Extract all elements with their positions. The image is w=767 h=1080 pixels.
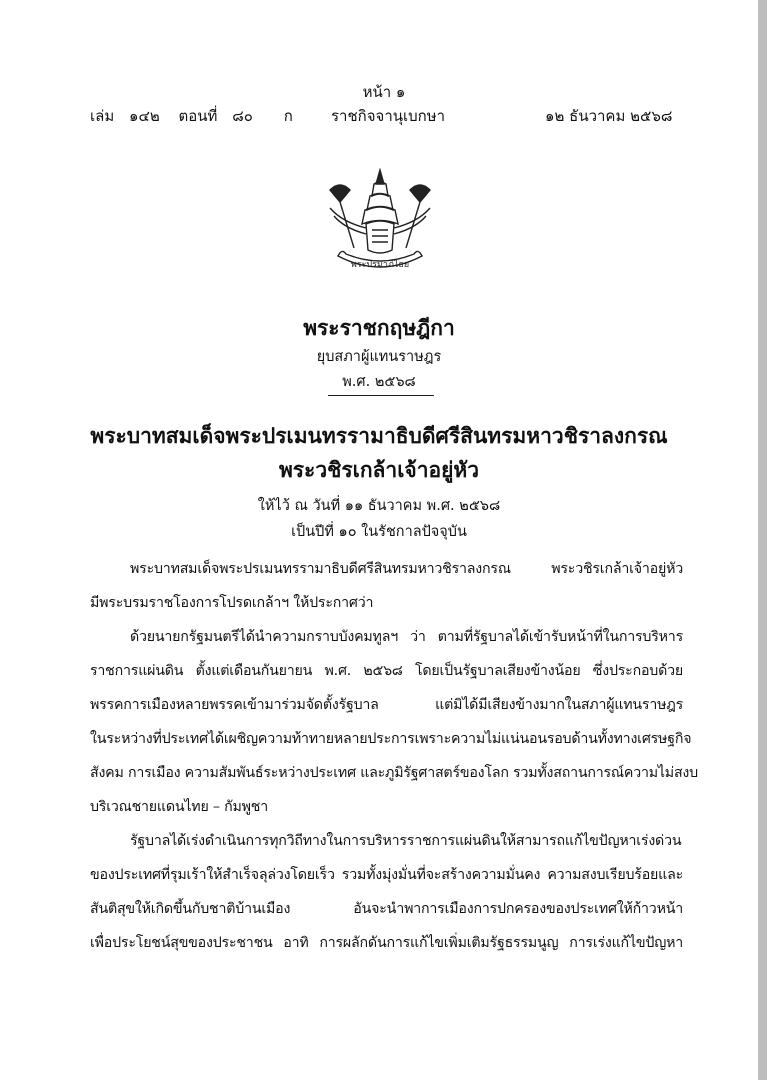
body-line: สันติสุขให้เกิดขึ้นกับชาติบ้านเมือง อันจะนำพาการเมืองการปกครองของประเทศให้ก้าวหน้า xyxy=(90,901,683,917)
document-subtitle: ยุบสภาผู้แทนราษฎร xyxy=(316,349,442,365)
body-line: ในระหว่างที่ประเทศได้เผชิญความท้าทายหลายประการเพราะความไม่แน่นอนรอบด้านทั้งทางเศรษฐกิจ xyxy=(90,731,692,747)
issue-label: ตอนที่ xyxy=(178,107,218,125)
volume-label: เล่ม xyxy=(90,107,115,125)
publication-name: ราชกิจจานุเบกษา xyxy=(331,107,446,125)
volume-number: ๑๔๒ xyxy=(129,107,160,125)
document-year: พ.ศ. ๒๕๖๘ xyxy=(342,374,416,390)
title-divider xyxy=(328,395,434,396)
publication-date: ๑๒ ธันวาคม ๒๕๖๘ xyxy=(545,107,673,125)
issue-number: ๘๐ xyxy=(232,107,253,125)
body-line: พรรคการเมืองหลายพรรคเข้ามาร่วมจัดตั้งรัฐบาล แต่มิได้มีเสียงข้างมากในสภาผู้แทนราษฎร xyxy=(90,697,683,713)
body-line: พระบาทสมเด็จพระปรเมนทรรามาธิบดีศรีสินทรมหาวชิราลงกรณ พระวชิรเกล้าเจ้าอยู่หัว xyxy=(130,561,683,577)
body-line: เพื่อประโยชน์สุขของประชาชน อาทิ การผลักดันการแก้ไขเพิ่มเติมรัฐธรรมนูญ การเร่งแก้ไขปัญหา xyxy=(90,935,683,951)
body-line: มีพระบรมราชโองการโปรดเกล้าฯ ให้ประกาศว่า xyxy=(90,595,374,611)
king-name-line-1: พระบาทสมเด็จพระปรเมนทรรามาธิบดีศรีสินทรมหาวชิราลงกรณ xyxy=(90,423,668,448)
section-letter: ก xyxy=(283,107,293,125)
body-line: สังคม การเมือง ความสัมพันธ์ระหว่างประเทศ และภูมิรัฐศาสตร์ของโลก รวมทั้งสถานการณ์ความไม่สงบ xyxy=(90,765,698,781)
body-line: ราชการแผ่นดิน ตั้งแต่เดือนกันยายน พ.ศ. ๒๕๖๘ โดยเป็นรัฐบาลเสียงข้างน้อย ซึ่งประกอบด้วย xyxy=(90,663,683,679)
reign-year: เป็นปีที่ ๑๐ ในรัชกาลปัจจุบัน xyxy=(291,524,467,540)
body-line: รัฐบาลได้เร่งดำเนินการทุกวิถีทางในการบริหารราชการแผ่นดินให้สามารถแก้ไขปัญหาเร่งด่วน xyxy=(130,833,682,849)
given-date: ให้ไว้ ณ วันที่ ๑๑ ธันวาคม พ.ศ. ๒๕๖๘ xyxy=(257,498,501,514)
page-number: หน้า ๑ xyxy=(362,83,406,101)
body-line: บริเวณชายแดนไทย – กัมพูชา xyxy=(90,799,268,815)
garuda-emblem-icon xyxy=(320,168,440,278)
emblem-inscription: พระปรมาภิไธย xyxy=(350,260,410,270)
body-line: ของประเทศที่รุมเร้าให้สำเร็จลุล่วงโดยเร็ว รวมทั้งมุ่งมั่นที่จะสร้างความมั่นคง ความสงบเรียบร้อยและ xyxy=(90,867,683,883)
volume-issue xyxy=(90,104,303,128)
page-edge xyxy=(758,0,767,1080)
king-name-line-2: พระวชิรเกล้าเจ้าอยู่หัว xyxy=(278,457,480,482)
body-line: ด้วยนายกรัฐมนตรีได้นำความกราบบังคมทูลฯ ว่า ตามที่รัฐบาลได้เข้ารับหน้าที่ในการบริหาร xyxy=(130,629,683,645)
document-title: พระราชกฤษฎีกา xyxy=(303,315,455,340)
